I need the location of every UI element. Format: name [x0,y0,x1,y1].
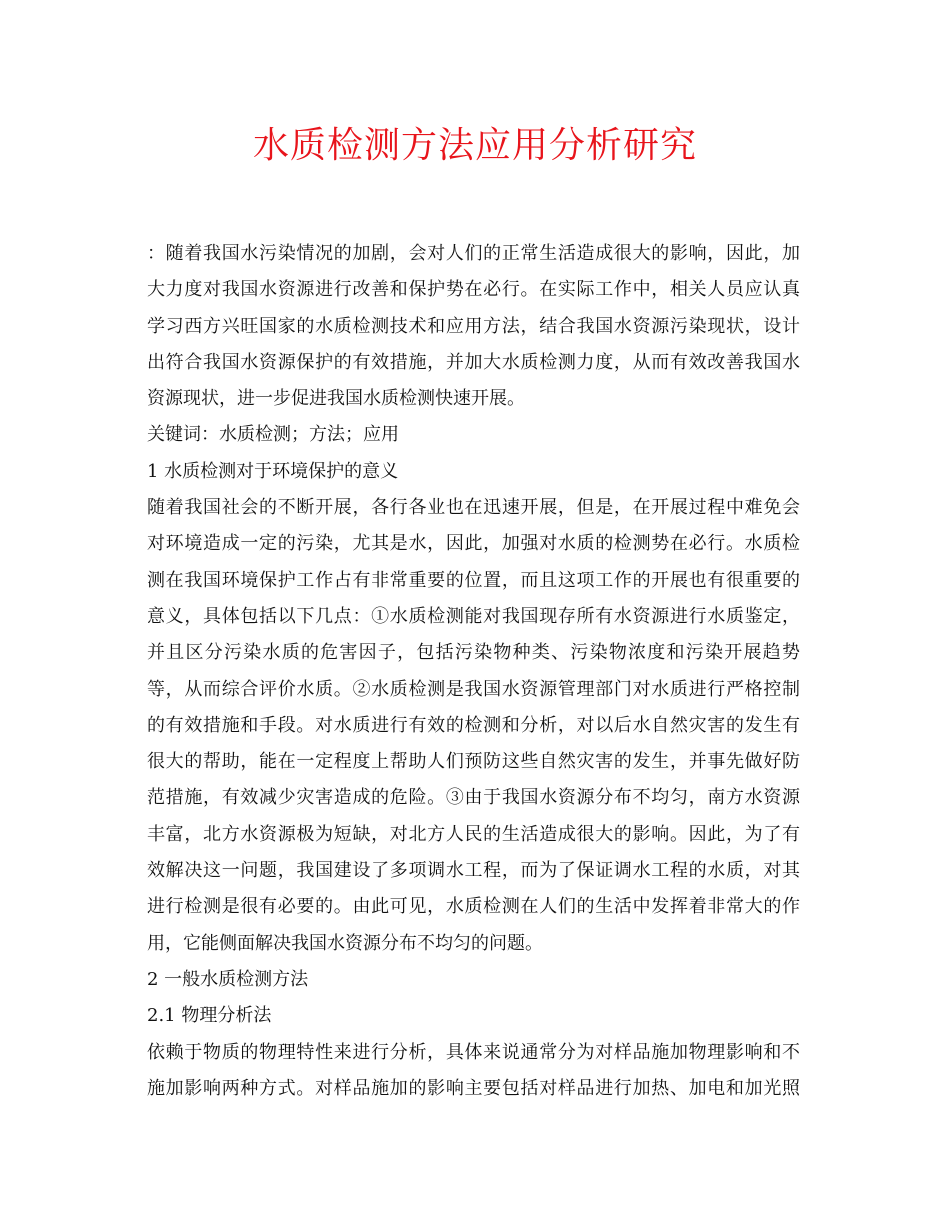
text-line: 的有效措施和手段。对水质进行有效的检测和分析，对以后水自然灾害的发生有 [147,714,800,736]
text-line: 对环境造成一定的污染，尤其是水，因此，加强对水质的检测势在必行。水质检 [147,533,800,555]
text-line: 2.1 物理分析法 [147,1005,272,1027]
text-line: 施加影响两种方式。对样品施加的影响主要包括对样品进行加热、加电和加光照 [147,1077,800,1099]
text-line: 学习西方兴旺国家的水质检测技术和应用方法，结合我国水资源污染现状，设计 [147,315,800,337]
text-line: 意义，具体包括以下几点：①水质检测能对我国现存所有水资源进行水质鉴定， [147,605,800,627]
text-line: 范措施，有效减少灾害造成的危险。③由于我国水资源分布不均匀，南方水资源 [147,787,800,809]
text-line: 测在我国环境保护工作占有非常重要的位置，而且这项工作的开展也有很重要的 [147,569,800,591]
text-line: 很大的帮助，能在一定程度上帮助人们预防这些自然灾害的发生，并事先做好防 [147,751,800,773]
text-line: 并且区分污染水质的危害因子，包括污染物种类、污染物浓度和污染开展趋势 [147,642,800,664]
text-line: 效解决这一问题，我国建设了多项调水工程，而为了保证调水工程的水质，对其 [147,860,800,882]
text-line: 进行检测是很有必要的。由此可见，水质检测在人们的生活中发挥着非常大的作 [147,896,800,918]
text-line: 用，它能侧面解决我国水资源分布不均匀的问题。 [147,932,543,954]
text-line: 等，从而综合评价水质。②水质检测是我国水资源管理部门对水质进行严格控制 [147,678,800,700]
text-line: ：随着我国水污染情况的加剧，会对人们的正常生活造成很大的影响，因此，加 [147,243,800,264]
document-body [147,236,800,1107]
text-line: 关键词：水质检测；方法；应用 [147,424,399,446]
text-line: 资源现状，进一步促进我国水质检测快速开展。 [147,388,525,410]
text-line: 2 一般水质检测方法 [147,968,309,990]
text-line: 丰富，北方水资源极为短缺，对北方人民的生活造成很大的影响。因此，为了有 [147,823,800,845]
text-line: 依赖于物质的物理特性来进行分析，具体来说通常分为对样品施加物理影响和不 [147,1041,800,1063]
document-title: 水质检测方法应用分析研究 [252,125,697,166]
text-line: 随着我国社会的不断开展，各行各业也在迅速开展，但是，在开展过程中难免会 [147,497,800,519]
text-line: 1 水质检测对于环境保护的意义 [147,460,399,482]
text-line: 出符合我国水资源保护的有效措施，并加大水质检测力度，从而有效改善我国水 [147,351,800,373]
text-line: 大力度对我国水资源进行改善和保护势在必行。在实际工作中，相关人员应认真 [147,279,800,301]
